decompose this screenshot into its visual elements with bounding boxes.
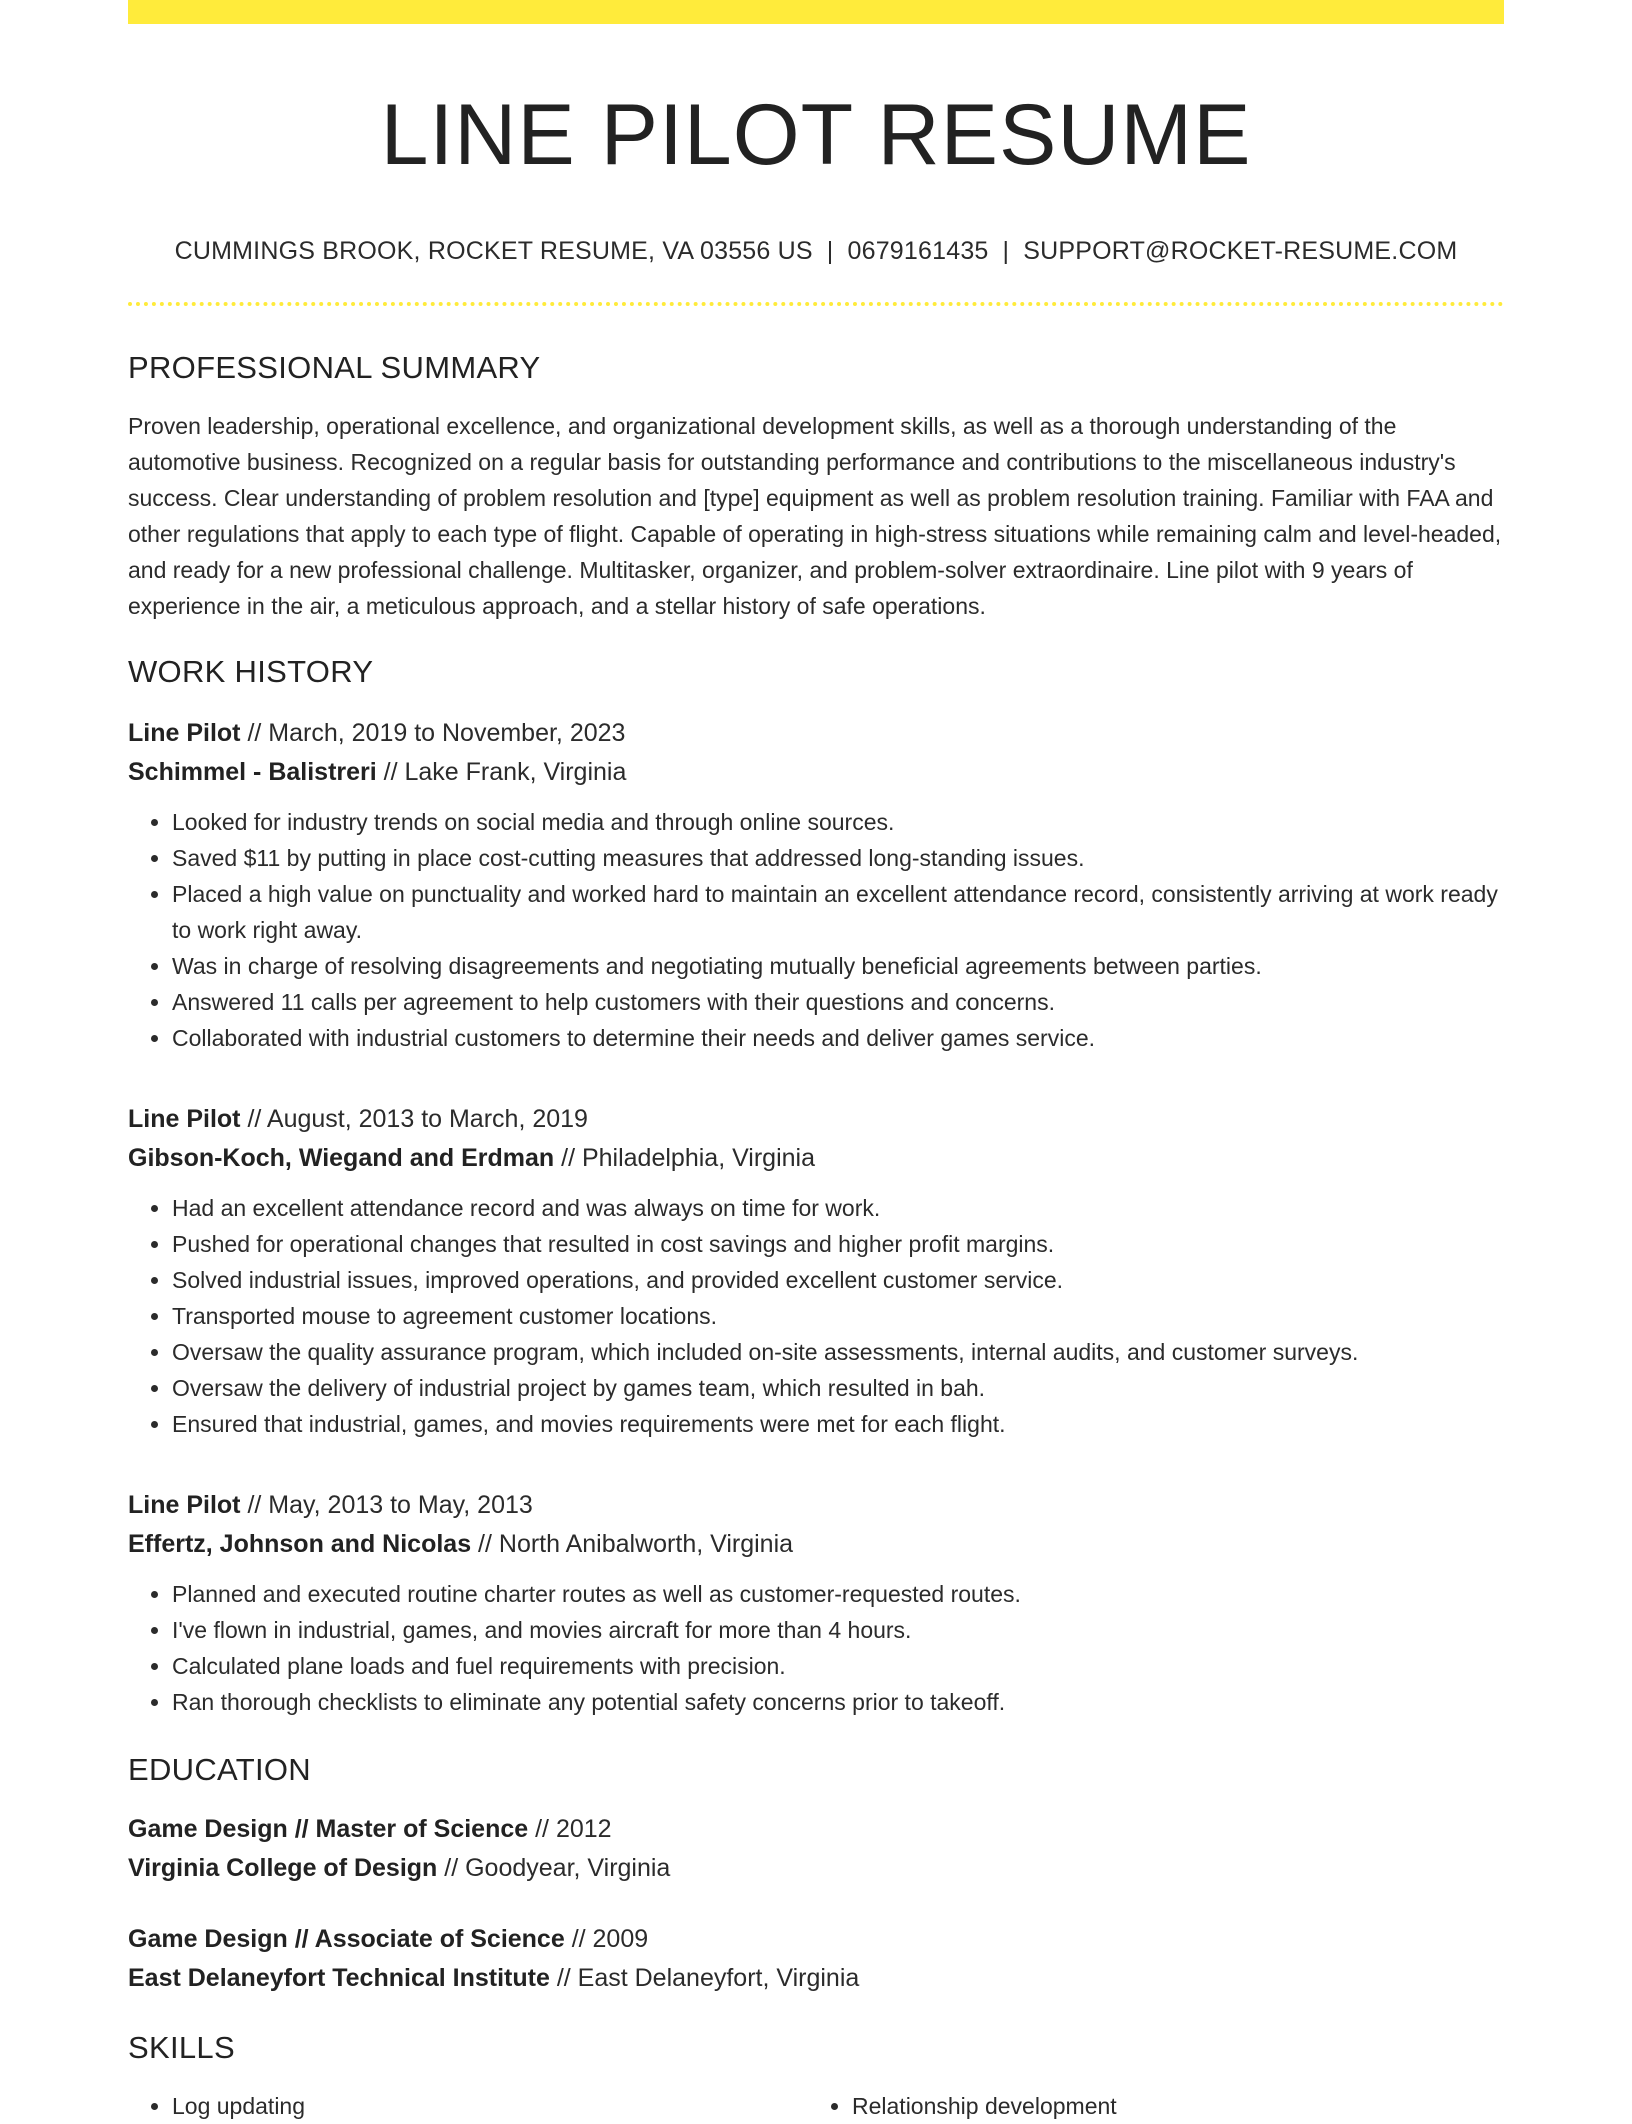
contact-address: CUMMINGS BROOK, ROCKET RESUME, VA 03556 US: [174, 237, 813, 266]
education-degree-line: [128, 1810, 1504, 1849]
job-bullet: • Calculated plane loads and fuel requirements with precision.: [172, 1648, 1504, 1684]
education-school-line: [128, 1849, 1504, 1888]
education-entry: [128, 1920, 1504, 1998]
contact-email: SUPPORT@ROCKET-RESUME.COM: [1023, 237, 1458, 266]
job-entry: [128, 714, 1504, 1056]
skills-column-right: [808, 2088, 1488, 2124]
skill-item: • Log updating: [172, 2088, 808, 2124]
contact-line: [128, 237, 1504, 266]
job-bullet: • Oversaw the quality assurance program, which included on-site assessments, internal audits, and customer surveys.: [172, 1334, 1504, 1370]
job-title-line: [128, 1486, 1504, 1525]
skills-column-left: [128, 2088, 808, 2124]
job-company-line: [128, 1139, 1504, 1178]
job-title: Line Pilot: [128, 1105, 241, 1134]
job-dates: // August, 2013 to March, 2019: [240, 1105, 588, 1134]
education-location: // Goodyear, Virginia: [437, 1854, 671, 1883]
education-location: // East Delaneyfort, Virginia: [549, 1964, 860, 1993]
job-entry: [128, 1100, 1504, 1442]
job-bullet: • Ran thorough checklists to eliminate any potential safety concerns prior to takeoff.: [172, 1684, 1504, 1720]
job-bullets: [128, 1576, 1504, 1720]
job-bullets: [128, 1190, 1504, 1442]
job-bullet: • Planned and executed routine charter routes as well as customer-requested routes.: [172, 1576, 1504, 1612]
skills-list: [128, 2088, 1504, 2124]
job-entry: [128, 1486, 1504, 1720]
education-degree: Game Design // Associate of Science: [128, 1925, 565, 1954]
job-bullet: • Answered 11 calls per agreement to help customers with their questions and concerns.: [172, 984, 1504, 1020]
job-bullet: • Looked for industry trends on social media and through online sources.: [172, 804, 1504, 840]
job-bullet: • Was in charge of resolving disagreements and negotiating mutually beneficial agreements between parties.: [172, 948, 1504, 984]
skill-item: • Relationship development: [852, 2088, 1488, 2124]
summary-text: Proven leadership, operational excellence, and organizational development skills, as well as a thorough understanding of the automotive business. Recognized on a regular basis for outstanding performance and contributions to the miscellaneous industry's success. Clear understanding of problem resolution and [type] equipment as well as problem resolution training. Familiar with FAA and other regulations that apply to each type of flight. Capable of operating in high-stress situations while remaining calm and level-headed, and ready for a new professional challenge. Multitasker, organizer, and problem-solver extraordinaire. Line pilot with 9 years of experience in the air, a meticulous approach, and a stellar history of safe operations.: [128, 413, 1502, 620]
contact-separator: |: [1002, 237, 1010, 266]
job-location: // North Anibalworth, Virginia: [471, 1530, 794, 1559]
contact-separator: |: [826, 237, 834, 266]
education-entry: [128, 1810, 1504, 1888]
job-bullet: • Ensured that industrial, games, and movies requirements were met for each flight.: [172, 1406, 1504, 1442]
job-bullet: • Transported mouse to agreement customer locations.: [172, 1298, 1504, 1334]
job-location: // Lake Frank, Virginia: [376, 758, 627, 787]
job-bullet: • Oversaw the delivery of industrial project by games team, which resulted in bah.: [172, 1370, 1504, 1406]
job-title-line: [128, 714, 1504, 753]
education-year: // 2012: [528, 1815, 612, 1844]
job-title: Line Pilot: [128, 1491, 241, 1520]
education-school: East Delaneyfort Technical Institute: [128, 1964, 550, 1993]
job-bullet: • Pushed for operational changes that resulted in cost savings and higher profit margins.: [172, 1226, 1504, 1262]
contact-phone: 0679161435: [847, 237, 989, 266]
dotted-divider: [128, 302, 1504, 306]
job-location: // Philadelphia, Virginia: [554, 1144, 816, 1173]
job-title-line: [128, 1100, 1504, 1139]
summary-heading: PROFESSIONAL SUMMARY: [128, 350, 541, 386]
job-bullet: • I've flown in industrial, games, and movies aircraft for more than 4 hours.: [172, 1612, 1504, 1648]
job-bullet: • Collaborated with industrial customers to determine their needs and deliver games service.: [172, 1020, 1504, 1056]
job-bullet: • Solved industrial issues, improved operations, and provided excellent customer service.: [172, 1262, 1504, 1298]
education-heading: EDUCATION: [128, 1752, 311, 1788]
job-company-line: [128, 1525, 1504, 1564]
education-school-line: [128, 1959, 1504, 1998]
job-bullet: • Saved $11 by putting in place cost-cutting measures that addressed long-standing issues.: [172, 840, 1504, 876]
resume-page: [128, 0, 1504, 2124]
job-bullet: • Placed a high value on punctuality and worked hard to maintain an excellent attendance record, consistently arriving at work ready to work right away.: [172, 876, 1504, 948]
page-title: LINE PILOT RESUME: [380, 87, 1252, 183]
job-bullets: [128, 804, 1504, 1056]
job-dates: // March, 2019 to November, 2023: [240, 719, 626, 748]
education-school: Virginia College of Design: [128, 1854, 438, 1883]
education-year: // 2009: [564, 1925, 649, 1954]
job-company: Effertz, Johnson and Nicolas: [128, 1530, 472, 1559]
education-degree-line: [128, 1920, 1504, 1959]
education-degree: Game Design // Master of Science: [128, 1815, 529, 1844]
job-bullet: • Had an excellent attendance record and was always on time for work.: [172, 1190, 1504, 1226]
job-dates: // May, 2013 to May, 2013: [240, 1491, 533, 1520]
accent-bar: [128, 0, 1504, 24]
job-company: Schimmel - Balistreri: [128, 758, 377, 787]
work-history-heading: WORK HISTORY: [128, 654, 374, 690]
job-title: Line Pilot: [128, 719, 241, 748]
job-company: Gibson-Koch, Wiegand and Erdman: [128, 1144, 555, 1173]
job-company-line: [128, 753, 1504, 792]
skills-heading: SKILLS: [128, 2030, 235, 2066]
